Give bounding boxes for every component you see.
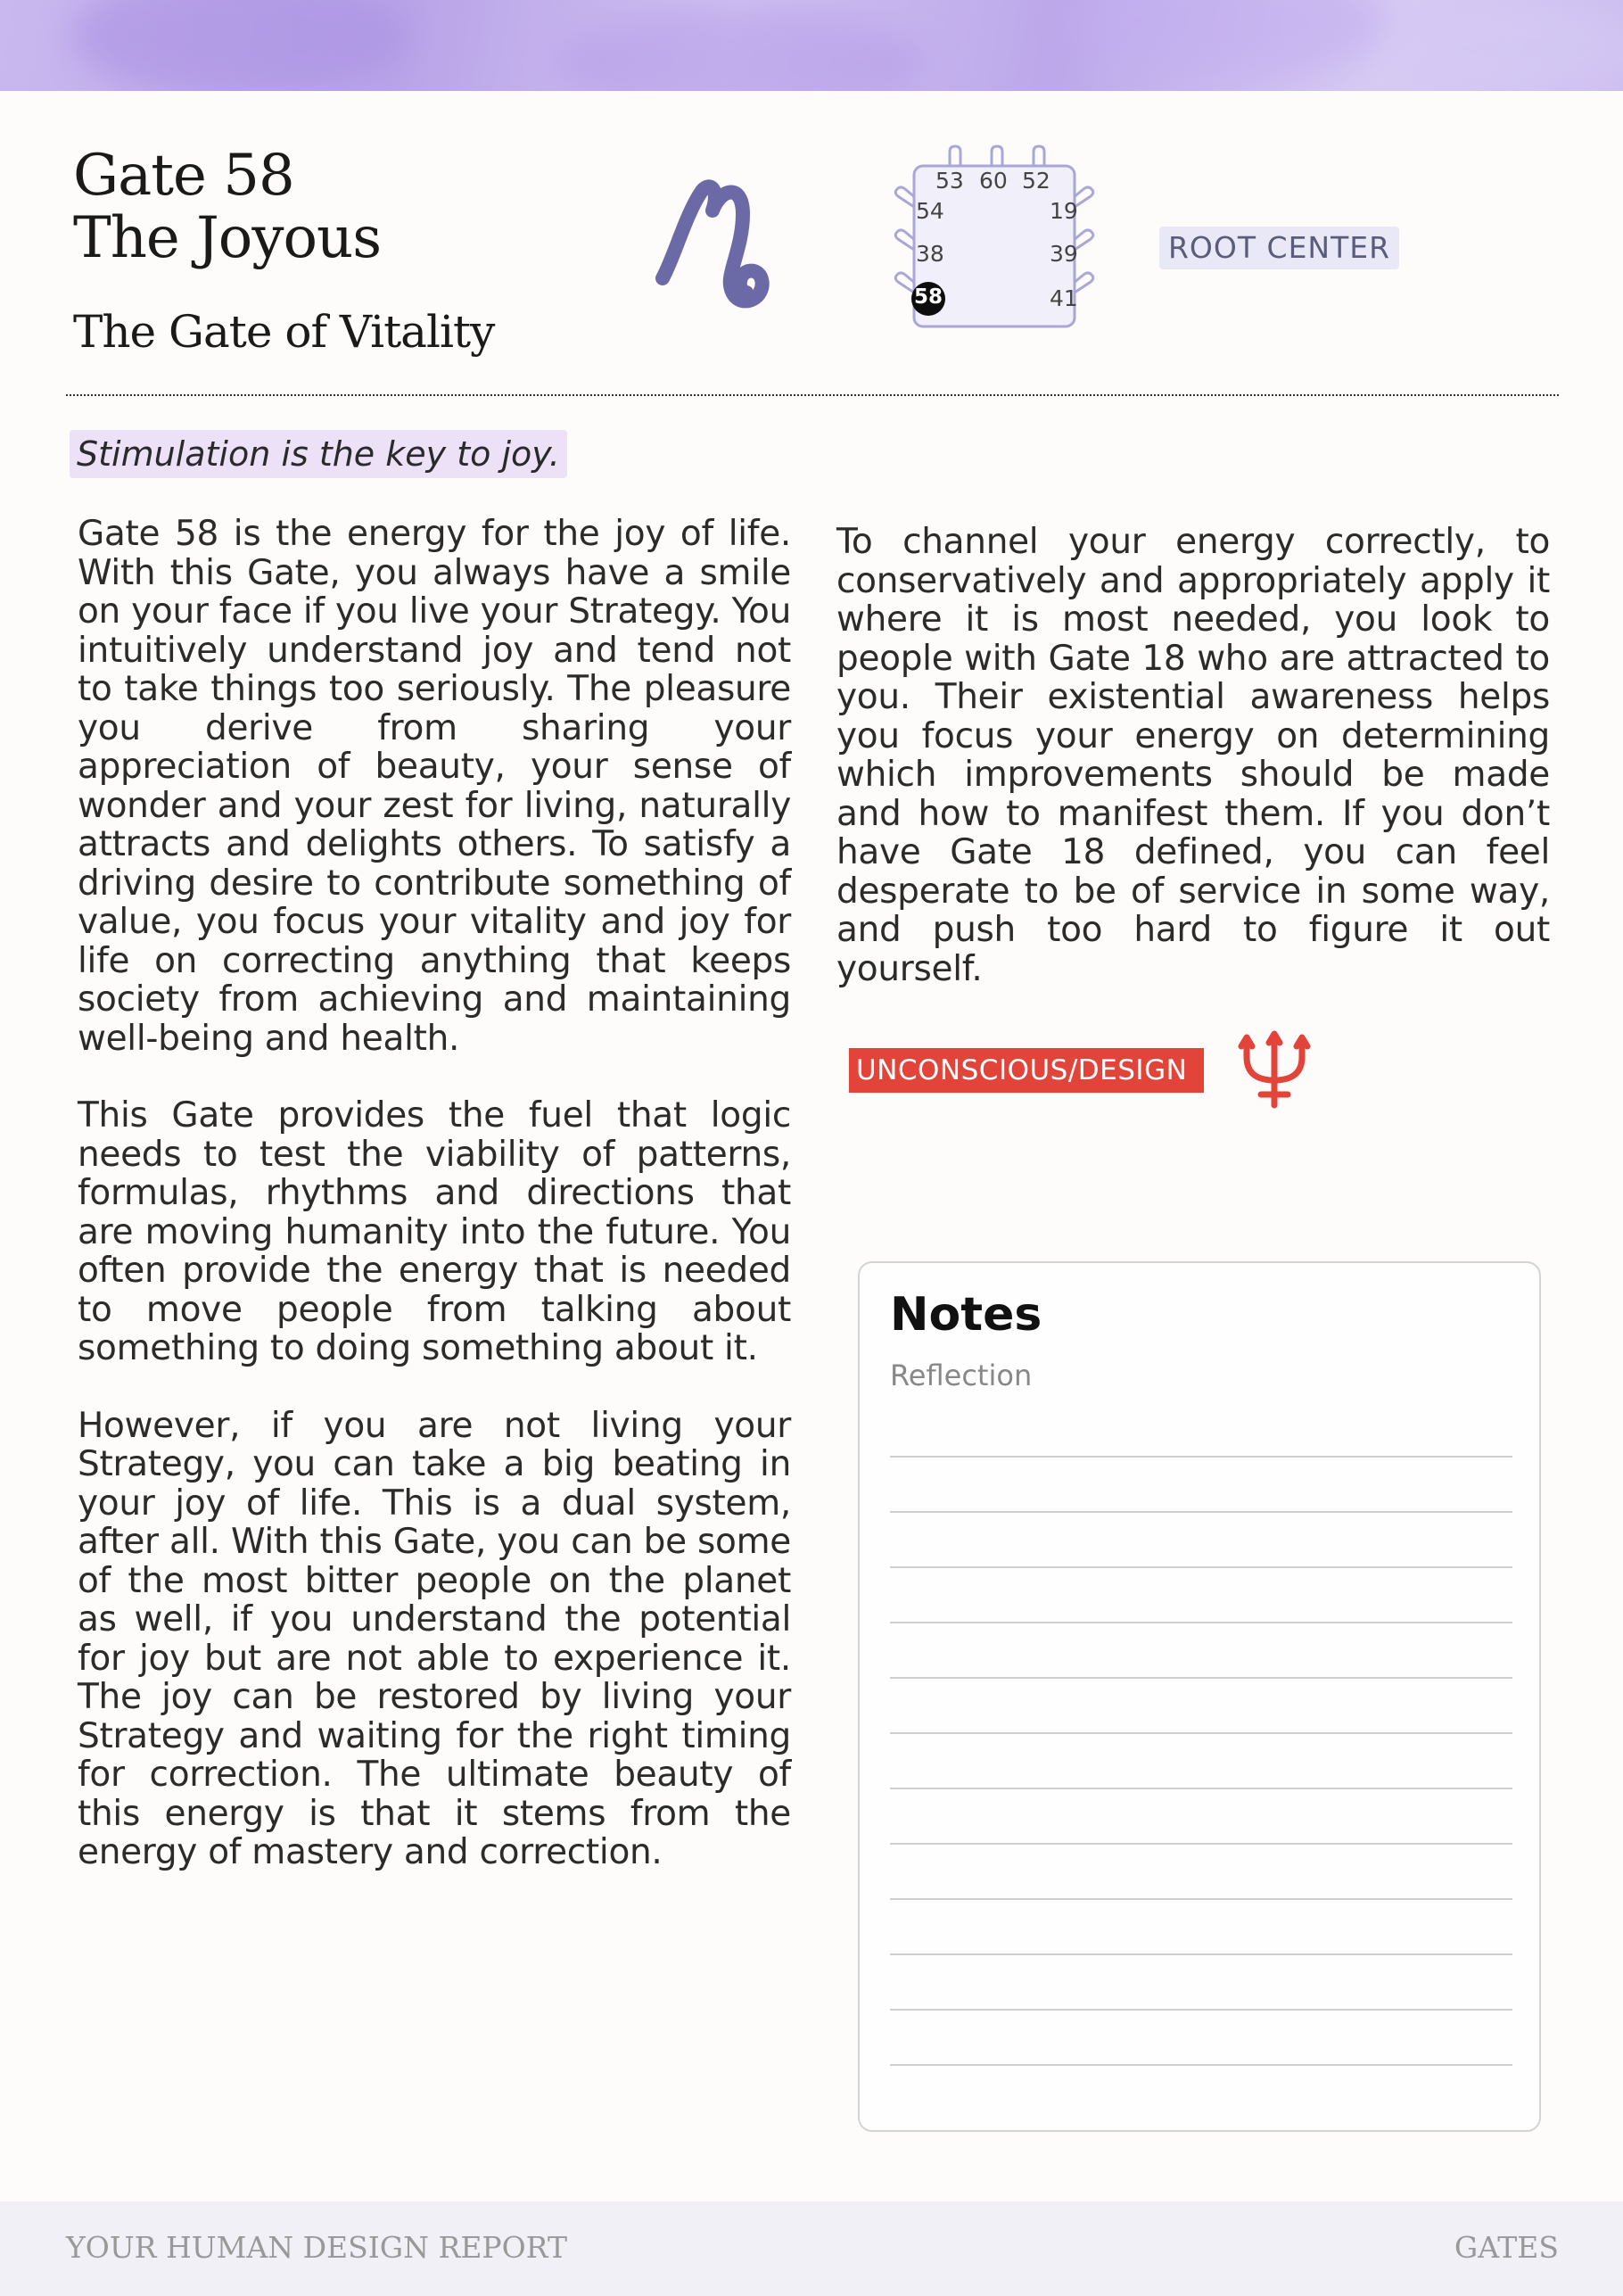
body-paragraph: However, if you are not living your Strategy, you can take a big beating in your joy of life. This is a dual system, after all. With this Gate, you can be some of the most bitter people on the planet as well, if you understand the potential for joy but are not able to experience it. The joy can be restored by living your Strategy and waiting for the right timing for correction. The ultimate beauty of this energy is that it stems from the energy of mastery and correction. (78, 1405, 791, 1872)
section-divider (66, 394, 1559, 396)
note-line[interactable] (890, 1843, 1512, 1845)
neptune-icon (1238, 1030, 1311, 1111)
body-paragraph: Gate 58 is the energy for the joy of life. With this Gate, you always have a smile on your face if you live your Strategy. You intuitively understand joy and tend not to take things too seriously. The pleasure you derive from sharing your appreciation of beauty, your sense of wonder and your zest for living, naturally attracts and delights others. To satisfy a driving desire to contribute something of value, you focus your vitality and joy for life on correcting anything that keeps society from achieving and maintaining well-being and health. (78, 514, 791, 1059)
root-center-diagram (887, 143, 1110, 334)
footer-report-title: YOUR HUMAN DESIGN REPORT (66, 2230, 567, 2265)
note-line[interactable] (890, 1898, 1512, 1900)
note-line[interactable] (890, 1953, 1512, 1955)
header-watercolor-band (0, 0, 1623, 91)
gate-label-top-3: 52 (1022, 168, 1050, 194)
gate-label-left-2: 38 (916, 241, 944, 267)
note-line[interactable] (890, 1566, 1512, 1568)
gate-subtitle: The Gate of Vitality (73, 306, 495, 358)
note-line[interactable] (890, 1456, 1512, 1458)
body-left-column (78, 515, 791, 1911)
notes-title: Notes (890, 1288, 1042, 1342)
body-right-column (836, 523, 1550, 1027)
note-line[interactable] (890, 2009, 1512, 2011)
center-badge: ROOT CENTER (1159, 227, 1399, 269)
gate-label-top-2: 60 (979, 168, 1008, 194)
page-footer (0, 2201, 1623, 2296)
capricorn-icon (655, 178, 771, 321)
note-line[interactable] (890, 1511, 1512, 1513)
gate-label-left-3-highlighted: 58 (913, 285, 943, 309)
notes-card (858, 1261, 1541, 2132)
body-paragraph: This Gate provides the fuel that logic needs to test the viability of patterns, formulas, rhythms and directions that are moving humanity into the future. You often provide the energy that is needed to move people from talking about something to doing something about it. (78, 1095, 791, 1368)
activation-tag: UNCONSCIOUS/DESIGN (849, 1048, 1204, 1093)
gate-label-top-1: 53 (935, 168, 964, 194)
notes-subtitle: Reflection (890, 1359, 1033, 1392)
gate-label-left-1: 54 (916, 198, 944, 224)
gate-label-right-2: 39 (1050, 241, 1078, 267)
note-line[interactable] (890, 1732, 1512, 1734)
gate-number-heading: Gate 58 (73, 143, 294, 209)
gate-label-right-3: 41 (1050, 285, 1078, 311)
keynote-quote: Stimulation is the key to joy. (70, 430, 567, 478)
gate-label-right-1: 19 (1050, 198, 1078, 224)
note-line[interactable] (890, 1677, 1512, 1679)
note-line[interactable] (890, 1622, 1512, 1623)
note-line[interactable] (890, 2064, 1512, 2066)
footer-section-label: GATES (1454, 2230, 1559, 2265)
note-line[interactable] (890, 1788, 1512, 1789)
gate-name-heading: The Joyous (73, 205, 382, 271)
body-paragraph: To channel your energy correctly, to conservatively and appropriately apply it where it is most needed, you look to people with Gate 18 who are attracted to you. Their existential awareness helps you focus your energy on determining which improvements should be made and how to manifest them. If you don’t have Gate 18 defined, you can feel desperate to be of service in some way, and push too hard to figure it out yourself. (836, 522, 1550, 989)
